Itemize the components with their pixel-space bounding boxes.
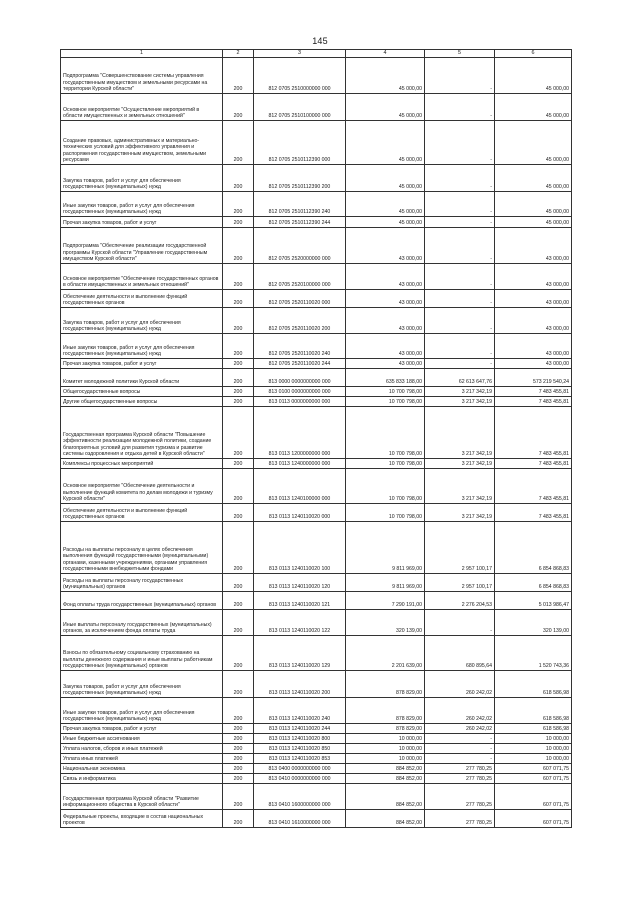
row-remaining-cell: 10 000,00 xyxy=(495,734,572,744)
row-budget-code-cell: 812 0705 2520110020 244 xyxy=(254,359,346,369)
table-row xyxy=(61,308,572,334)
row-name-cell: Государственная программа Курской области "Повышение эффективности реализации молодежной политики, создание благоприятных условий для развития туризма и развитие системы оздоровления и отдыха детей в Курской области" xyxy=(61,407,223,459)
table-row xyxy=(61,754,572,764)
row-executed-cell: 680 895,64 xyxy=(425,636,495,671)
row-remaining-cell: 573 219 540,24 xyxy=(495,369,572,387)
row-line-code-cell: 200 xyxy=(223,58,254,94)
row-budget-code-cell: 813 0113 1240110020 000 xyxy=(254,504,346,522)
row-budget-code-cell: 812 0705 2510000000 000 xyxy=(254,58,346,94)
table-row xyxy=(61,592,572,610)
row-line-code-cell: 200 xyxy=(223,636,254,671)
row-budget-code-cell: 813 0113 1240110020 800 xyxy=(254,734,346,744)
row-approved-cell: 884 852,00 xyxy=(346,784,425,810)
row-name-cell: Расходы на выплаты персоналу в целях обеспечения выполнения функций государственными (муниципальными) органами, казенными учреждениями, органами управления государственными внебюджетными фондами xyxy=(61,522,223,574)
table-row xyxy=(61,290,572,308)
row-line-code-cell: 200 xyxy=(223,522,254,574)
table-row xyxy=(61,359,572,369)
row-line-code-cell: 200 xyxy=(223,459,254,469)
row-approved-cell: 10 000,00 xyxy=(346,744,425,754)
row-approved-cell: 878 829,00 xyxy=(346,671,425,698)
row-name-cell: Государственная программа Курской области "Развитие информационного общества в Курской области" xyxy=(61,784,223,810)
row-name-cell: Общегосударственные вопросы xyxy=(61,387,223,397)
row-approved-cell: 884 852,00 xyxy=(346,774,425,784)
row-approved-cell: 45 000,00 xyxy=(346,94,425,121)
table-row xyxy=(61,698,572,724)
row-remaining-cell: 320 139,00 xyxy=(495,610,572,636)
row-remaining-cell: 6 854 868,83 xyxy=(495,522,572,574)
row-remaining-cell: 607 071,75 xyxy=(495,784,572,810)
row-budget-code-cell: 812 0705 2510112390 244 xyxy=(254,217,346,228)
row-name-cell: Создание правовых, административных и материально-технических условий для эффективного управления и распоряжения государственным имуществом, земельными ресурсами xyxy=(61,121,223,165)
row-executed-cell: - xyxy=(425,754,495,764)
row-budget-code-cell: 813 0113 1240110020 129 xyxy=(254,636,346,671)
row-approved-cell: 635 833 188,00 xyxy=(346,369,425,387)
row-executed-cell: 3 217 342,19 xyxy=(425,397,495,407)
row-remaining-cell: 45 000,00 xyxy=(495,165,572,192)
row-remaining-cell: 43 000,00 xyxy=(495,228,572,264)
table-row xyxy=(61,469,572,504)
row-budget-code-cell: 813 0113 1240110020 200 xyxy=(254,671,346,698)
row-budget-code-cell: 812 0705 2510112390 000 xyxy=(254,121,346,165)
row-executed-cell: 277 780,25 xyxy=(425,774,495,784)
column-header-name: 1 xyxy=(61,50,223,58)
row-executed-cell: - xyxy=(425,744,495,754)
table-row xyxy=(61,94,572,121)
row-budget-code-cell: 812 0705 2520000000 000 xyxy=(254,228,346,264)
row-remaining-cell: 43 000,00 xyxy=(495,264,572,290)
row-executed-cell: - xyxy=(425,217,495,228)
table-row xyxy=(61,522,572,574)
row-line-code-cell: 200 xyxy=(223,774,254,784)
row-remaining-cell: 618 586,98 xyxy=(495,698,572,724)
row-executed-cell: - xyxy=(425,610,495,636)
table-row xyxy=(61,774,572,784)
row-approved-cell: 878 829,00 xyxy=(346,698,425,724)
row-executed-cell: 2 957 100,17 xyxy=(425,522,495,574)
table-row xyxy=(61,610,572,636)
row-budget-code-cell: 812 0705 2520100000 000 xyxy=(254,264,346,290)
row-remaining-cell: 43 000,00 xyxy=(495,359,572,369)
row-name-cell: Уплата иных платежей xyxy=(61,754,223,764)
row-budget-code-cell: 812 0705 2520110020 200 xyxy=(254,308,346,334)
row-name-cell: Закупка товаров, работ и услуг для обеспечения государственных (муниципальных) нужд xyxy=(61,165,223,192)
row-remaining-cell: 45 000,00 xyxy=(495,94,572,121)
row-name-cell: Уплата налогов, сборов и иных платежей xyxy=(61,744,223,754)
table-row xyxy=(61,671,572,698)
table-row xyxy=(61,121,572,165)
row-line-code-cell: 200 xyxy=(223,469,254,504)
row-remaining-cell: 43 000,00 xyxy=(495,308,572,334)
row-line-code-cell: 200 xyxy=(223,764,254,774)
row-name-cell: Основное мероприятие "Осуществление мероприятий в области имущественных и земельных отношений" xyxy=(61,94,223,121)
row-line-code-cell: 200 xyxy=(223,574,254,592)
row-name-cell: Иные закупки товаров, работ и услуг для обеспечения государственных (муниципальных) нужд xyxy=(61,192,223,217)
row-approved-cell: 43 000,00 xyxy=(346,334,425,359)
row-remaining-cell: 10 000,00 xyxy=(495,744,572,754)
row-executed-cell: - xyxy=(425,94,495,121)
row-remaining-cell: 43 000,00 xyxy=(495,290,572,308)
row-remaining-cell: 45 000,00 xyxy=(495,58,572,94)
row-name-cell: Иные закупки товаров, работ и услуг для обеспечения государственных (муниципальных) нужд xyxy=(61,698,223,724)
row-name-cell: Подпрограмма "Совершенствование системы управления государственным имуществом и земельными ресурсами на территории Курской области" xyxy=(61,58,223,94)
row-remaining-cell: 607 071,75 xyxy=(495,810,572,828)
row-executed-cell: - xyxy=(425,58,495,94)
table-row xyxy=(61,369,572,387)
row-budget-code-cell: 813 0113 1240110020 244 xyxy=(254,724,346,734)
row-approved-cell: 10 700 798,00 xyxy=(346,469,425,504)
row-line-code-cell: 200 xyxy=(223,397,254,407)
column-header-line-code: 2 xyxy=(223,50,254,58)
table-row xyxy=(61,58,572,94)
row-name-cell: Взносы по обязательному социальному страхованию на выплаты денежного содержания и иные выплаты работникам государственных (муниципальных) органов xyxy=(61,636,223,671)
row-approved-cell: 43 000,00 xyxy=(346,264,425,290)
row-executed-cell: - xyxy=(425,121,495,165)
row-executed-cell: 260 242,02 xyxy=(425,698,495,724)
table-row xyxy=(61,764,572,774)
table-row xyxy=(61,810,572,828)
row-name-cell: Комитет молодежной политики Курской области xyxy=(61,369,223,387)
row-line-code-cell: 200 xyxy=(223,592,254,610)
row-name-cell: Расходы на выплаты персоналу государственных (муниципальных) органов xyxy=(61,574,223,592)
row-budget-code-cell: 813 0113 1240110020 850 xyxy=(254,744,346,754)
row-approved-cell: 9 811 969,00 xyxy=(346,574,425,592)
column-header-remaining: 6 xyxy=(495,50,572,58)
row-remaining-cell: 10 000,00 xyxy=(495,754,572,764)
row-remaining-cell: 618 586,98 xyxy=(495,671,572,698)
row-remaining-cell: 618 586,98 xyxy=(495,724,572,734)
row-budget-code-cell: 812 0705 2520110020 000 xyxy=(254,290,346,308)
row-budget-code-cell: 812 0705 2510112390 240 xyxy=(254,192,346,217)
page-number: 145 xyxy=(312,36,328,46)
row-approved-cell: 9 811 969,00 xyxy=(346,522,425,574)
row-executed-cell: - xyxy=(425,359,495,369)
row-name-cell: Национальная экономика xyxy=(61,764,223,774)
row-approved-cell: 45 000,00 xyxy=(346,217,425,228)
row-budget-code-cell: 813 0100 0000000000 000 xyxy=(254,387,346,397)
row-approved-cell: 43 000,00 xyxy=(346,308,425,334)
row-line-code-cell: 200 xyxy=(223,810,254,828)
row-approved-cell: 878 829,00 xyxy=(346,724,425,734)
row-budget-code-cell: 813 0113 1240110020 240 xyxy=(254,698,346,724)
row-budget-code-cell: 813 0410 0000000000 000 xyxy=(254,774,346,784)
column-header-budget-code: 3 xyxy=(254,50,346,58)
row-executed-cell: 260 242,02 xyxy=(425,671,495,698)
row-name-cell: Подпрограмма "Обеспечение реализации государственной программы Курской области "Управление государственным имуществом Курской области" xyxy=(61,228,223,264)
table-body xyxy=(61,58,572,828)
row-line-code-cell: 200 xyxy=(223,334,254,359)
table-row xyxy=(61,397,572,407)
row-approved-cell: 45 000,00 xyxy=(346,121,425,165)
row-name-cell: Закупка товаров, работ и услуг для обеспечения государственных (муниципальных) нужд xyxy=(61,671,223,698)
row-budget-code-cell: 813 0113 1240110020 853 xyxy=(254,754,346,764)
row-name-cell: Обеспечение деятельности и выполнение функций государственных органов xyxy=(61,290,223,308)
row-executed-cell: - xyxy=(425,264,495,290)
row-name-cell: Фонд оплаты труда государственных (муниципальных) органов xyxy=(61,592,223,610)
row-executed-cell: 3 217 342,19 xyxy=(425,387,495,397)
row-line-code-cell: 200 xyxy=(223,217,254,228)
budget-table xyxy=(60,49,572,828)
row-line-code-cell: 200 xyxy=(223,407,254,459)
row-line-code-cell: 200 xyxy=(223,121,254,165)
row-line-code-cell: 200 xyxy=(223,387,254,397)
row-budget-code-cell: 813 0000 0000000000 000 xyxy=(254,369,346,387)
row-executed-cell: - xyxy=(425,290,495,308)
row-name-cell: Обеспечение деятельности и выполнение функций государственных органов xyxy=(61,504,223,522)
row-remaining-cell: 7 483 455,81 xyxy=(495,387,572,397)
table-row xyxy=(61,192,572,217)
row-budget-code-cell: 813 0410 1610000000 000 xyxy=(254,810,346,828)
row-approved-cell: 7 290 191,00 xyxy=(346,592,425,610)
row-line-code-cell: 200 xyxy=(223,94,254,121)
row-budget-code-cell: 813 0400 0000000000 000 xyxy=(254,764,346,774)
table-row xyxy=(61,784,572,810)
row-line-code-cell: 200 xyxy=(223,369,254,387)
row-name-cell: Основное мероприятие "Обеспечение деятельности и выполнение функций комитета по делам молодежи и туризму Курской области" xyxy=(61,469,223,504)
row-line-code-cell: 200 xyxy=(223,610,254,636)
row-executed-cell: - xyxy=(425,228,495,264)
table-header xyxy=(61,50,572,58)
row-budget-code-cell: 813 0113 1240110020 120 xyxy=(254,574,346,592)
row-name-cell: Связь и информатика xyxy=(61,774,223,784)
row-remaining-cell: 45 000,00 xyxy=(495,217,572,228)
row-budget-code-cell: 813 0113 1240110020 100 xyxy=(254,522,346,574)
row-line-code-cell: 200 xyxy=(223,784,254,810)
row-line-code-cell: 200 xyxy=(223,308,254,334)
table-row xyxy=(61,724,572,734)
row-name-cell: Комплексы процессных мероприятий xyxy=(61,459,223,469)
row-remaining-cell: 7 483 455,81 xyxy=(495,504,572,522)
row-approved-cell: 10 700 798,00 xyxy=(346,407,425,459)
row-name-cell: Иные бюджетные ассигнования xyxy=(61,734,223,744)
row-line-code-cell: 200 xyxy=(223,290,254,308)
row-budget-code-cell: 813 0113 1240000000 000 xyxy=(254,459,346,469)
row-executed-cell: 2 276 204,53 xyxy=(425,592,495,610)
row-name-cell: Иные закупки товаров, работ и услуг для обеспечения государственных (муниципальных) нужд xyxy=(61,334,223,359)
row-executed-cell: - xyxy=(425,308,495,334)
row-name-cell: Закупка товаров, работ и услуг для обеспечения государственных (муниципальных) нужд xyxy=(61,308,223,334)
table-row xyxy=(61,636,572,671)
row-remaining-cell: 43 000,00 xyxy=(495,334,572,359)
row-remaining-cell: 7 483 455,81 xyxy=(495,459,572,469)
row-name-cell: Прочая закупка товаров, работ и услуг xyxy=(61,359,223,369)
row-line-code-cell: 200 xyxy=(223,744,254,754)
table-row xyxy=(61,407,572,459)
row-approved-cell: 45 000,00 xyxy=(346,165,425,192)
row-executed-cell: - xyxy=(425,192,495,217)
table-row xyxy=(61,504,572,522)
table-row xyxy=(61,165,572,192)
row-approved-cell: 43 000,00 xyxy=(346,290,425,308)
table-row xyxy=(61,459,572,469)
row-executed-cell: 260 242,02 xyxy=(425,724,495,734)
row-approved-cell: 10 700 798,00 xyxy=(346,387,425,397)
row-name-cell: Прочая закупка товаров, работ и услуг xyxy=(61,217,223,228)
row-remaining-cell: 5 013 986,47 xyxy=(495,592,572,610)
row-approved-cell: 10 700 798,00 xyxy=(346,504,425,522)
row-approved-cell: 45 000,00 xyxy=(346,192,425,217)
table-row xyxy=(61,574,572,592)
table-row xyxy=(61,744,572,754)
row-executed-cell: 2 957 100,17 xyxy=(425,574,495,592)
column-header-executed: 5 xyxy=(425,50,495,58)
row-line-code-cell: 200 xyxy=(223,228,254,264)
table-row xyxy=(61,228,572,264)
row-remaining-cell: 607 071,75 xyxy=(495,764,572,774)
row-budget-code-cell: 812 0705 2510112390 200 xyxy=(254,165,346,192)
row-approved-cell: 884 852,00 xyxy=(346,810,425,828)
row-name-cell: Иные выплаты персоналу государственных (муниципальных) органов, за исключением фонда оплаты труда xyxy=(61,610,223,636)
row-line-code-cell: 200 xyxy=(223,724,254,734)
row-budget-code-cell: 812 0705 2510100000 000 xyxy=(254,94,346,121)
row-approved-cell: 43 000,00 xyxy=(346,359,425,369)
row-executed-cell: 3 217 342,19 xyxy=(425,469,495,504)
row-executed-cell: - xyxy=(425,734,495,744)
column-header-approved: 4 xyxy=(346,50,425,58)
row-executed-cell: 3 217 342,19 xyxy=(425,407,495,459)
row-approved-cell: 43 000,00 xyxy=(346,228,425,264)
row-approved-cell: 45 000,00 xyxy=(346,58,425,94)
table-row xyxy=(61,217,572,228)
row-budget-code-cell: 813 0113 1240110020 121 xyxy=(254,592,346,610)
row-remaining-cell: 7 483 455,81 xyxy=(495,407,572,459)
row-line-code-cell: 200 xyxy=(223,264,254,290)
row-approved-cell: 320 139,00 xyxy=(346,610,425,636)
table-row xyxy=(61,334,572,359)
row-remaining-cell: 607 071,75 xyxy=(495,774,572,784)
row-executed-cell: 277 780,25 xyxy=(425,784,495,810)
row-line-code-cell: 200 xyxy=(223,165,254,192)
row-budget-code-cell: 813 0113 0000000000 000 xyxy=(254,397,346,407)
row-name-cell: Федеральные проекты, входящие в состав национальных проектов xyxy=(61,810,223,828)
row-line-code-cell: 200 xyxy=(223,671,254,698)
row-approved-cell: 10 700 798,00 xyxy=(346,459,425,469)
row-remaining-cell: 45 000,00 xyxy=(495,192,572,217)
header-row xyxy=(61,50,572,58)
row-budget-code-cell: 813 0113 1240100000 000 xyxy=(254,469,346,504)
row-executed-cell: 3 217 342,19 xyxy=(425,459,495,469)
row-name-cell: Основное мероприятие "Обеспечение государственных органов в области имущественных и земельных отношений" xyxy=(61,264,223,290)
row-approved-cell: 2 201 639,00 xyxy=(346,636,425,671)
row-budget-code-cell: 813 0113 1200000000 000 xyxy=(254,407,346,459)
row-name-cell: Прочая закупка товаров, работ и услуг xyxy=(61,724,223,734)
row-executed-cell: 277 780,25 xyxy=(425,764,495,774)
row-remaining-cell: 1 520 743,36 xyxy=(495,636,572,671)
row-budget-code-cell: 812 0705 2520110020 240 xyxy=(254,334,346,359)
table-row xyxy=(61,387,572,397)
row-budget-code-cell: 813 0113 1240110020 122 xyxy=(254,610,346,636)
row-executed-cell: 3 217 342,19 xyxy=(425,504,495,522)
table-row xyxy=(61,734,572,744)
table-row xyxy=(61,264,572,290)
row-executed-cell: - xyxy=(425,334,495,359)
row-remaining-cell: 45 000,00 xyxy=(495,121,572,165)
row-remaining-cell: 6 854 868,83 xyxy=(495,574,572,592)
row-remaining-cell: 7 483 455,81 xyxy=(495,397,572,407)
row-line-code-cell: 200 xyxy=(223,504,254,522)
row-executed-cell: - xyxy=(425,165,495,192)
row-line-code-cell: 200 xyxy=(223,192,254,217)
row-approved-cell: 10 000,00 xyxy=(346,754,425,764)
row-line-code-cell: 200 xyxy=(223,754,254,764)
row-line-code-cell: 200 xyxy=(223,734,254,744)
row-approved-cell: 884 852,00 xyxy=(346,764,425,774)
row-line-code-cell: 200 xyxy=(223,698,254,724)
row-budget-code-cell: 813 0410 1600000000 000 xyxy=(254,784,346,810)
row-approved-cell: 10 000,00 xyxy=(346,734,425,744)
row-approved-cell: 10 700 798,00 xyxy=(346,397,425,407)
row-executed-cell: 277 780,25 xyxy=(425,810,495,828)
row-executed-cell: 62 613 647,76 xyxy=(425,369,495,387)
row-remaining-cell: 7 483 455,81 xyxy=(495,469,572,504)
row-line-code-cell: 200 xyxy=(223,359,254,369)
row-name-cell: Другие общегосударственные вопросы xyxy=(61,397,223,407)
